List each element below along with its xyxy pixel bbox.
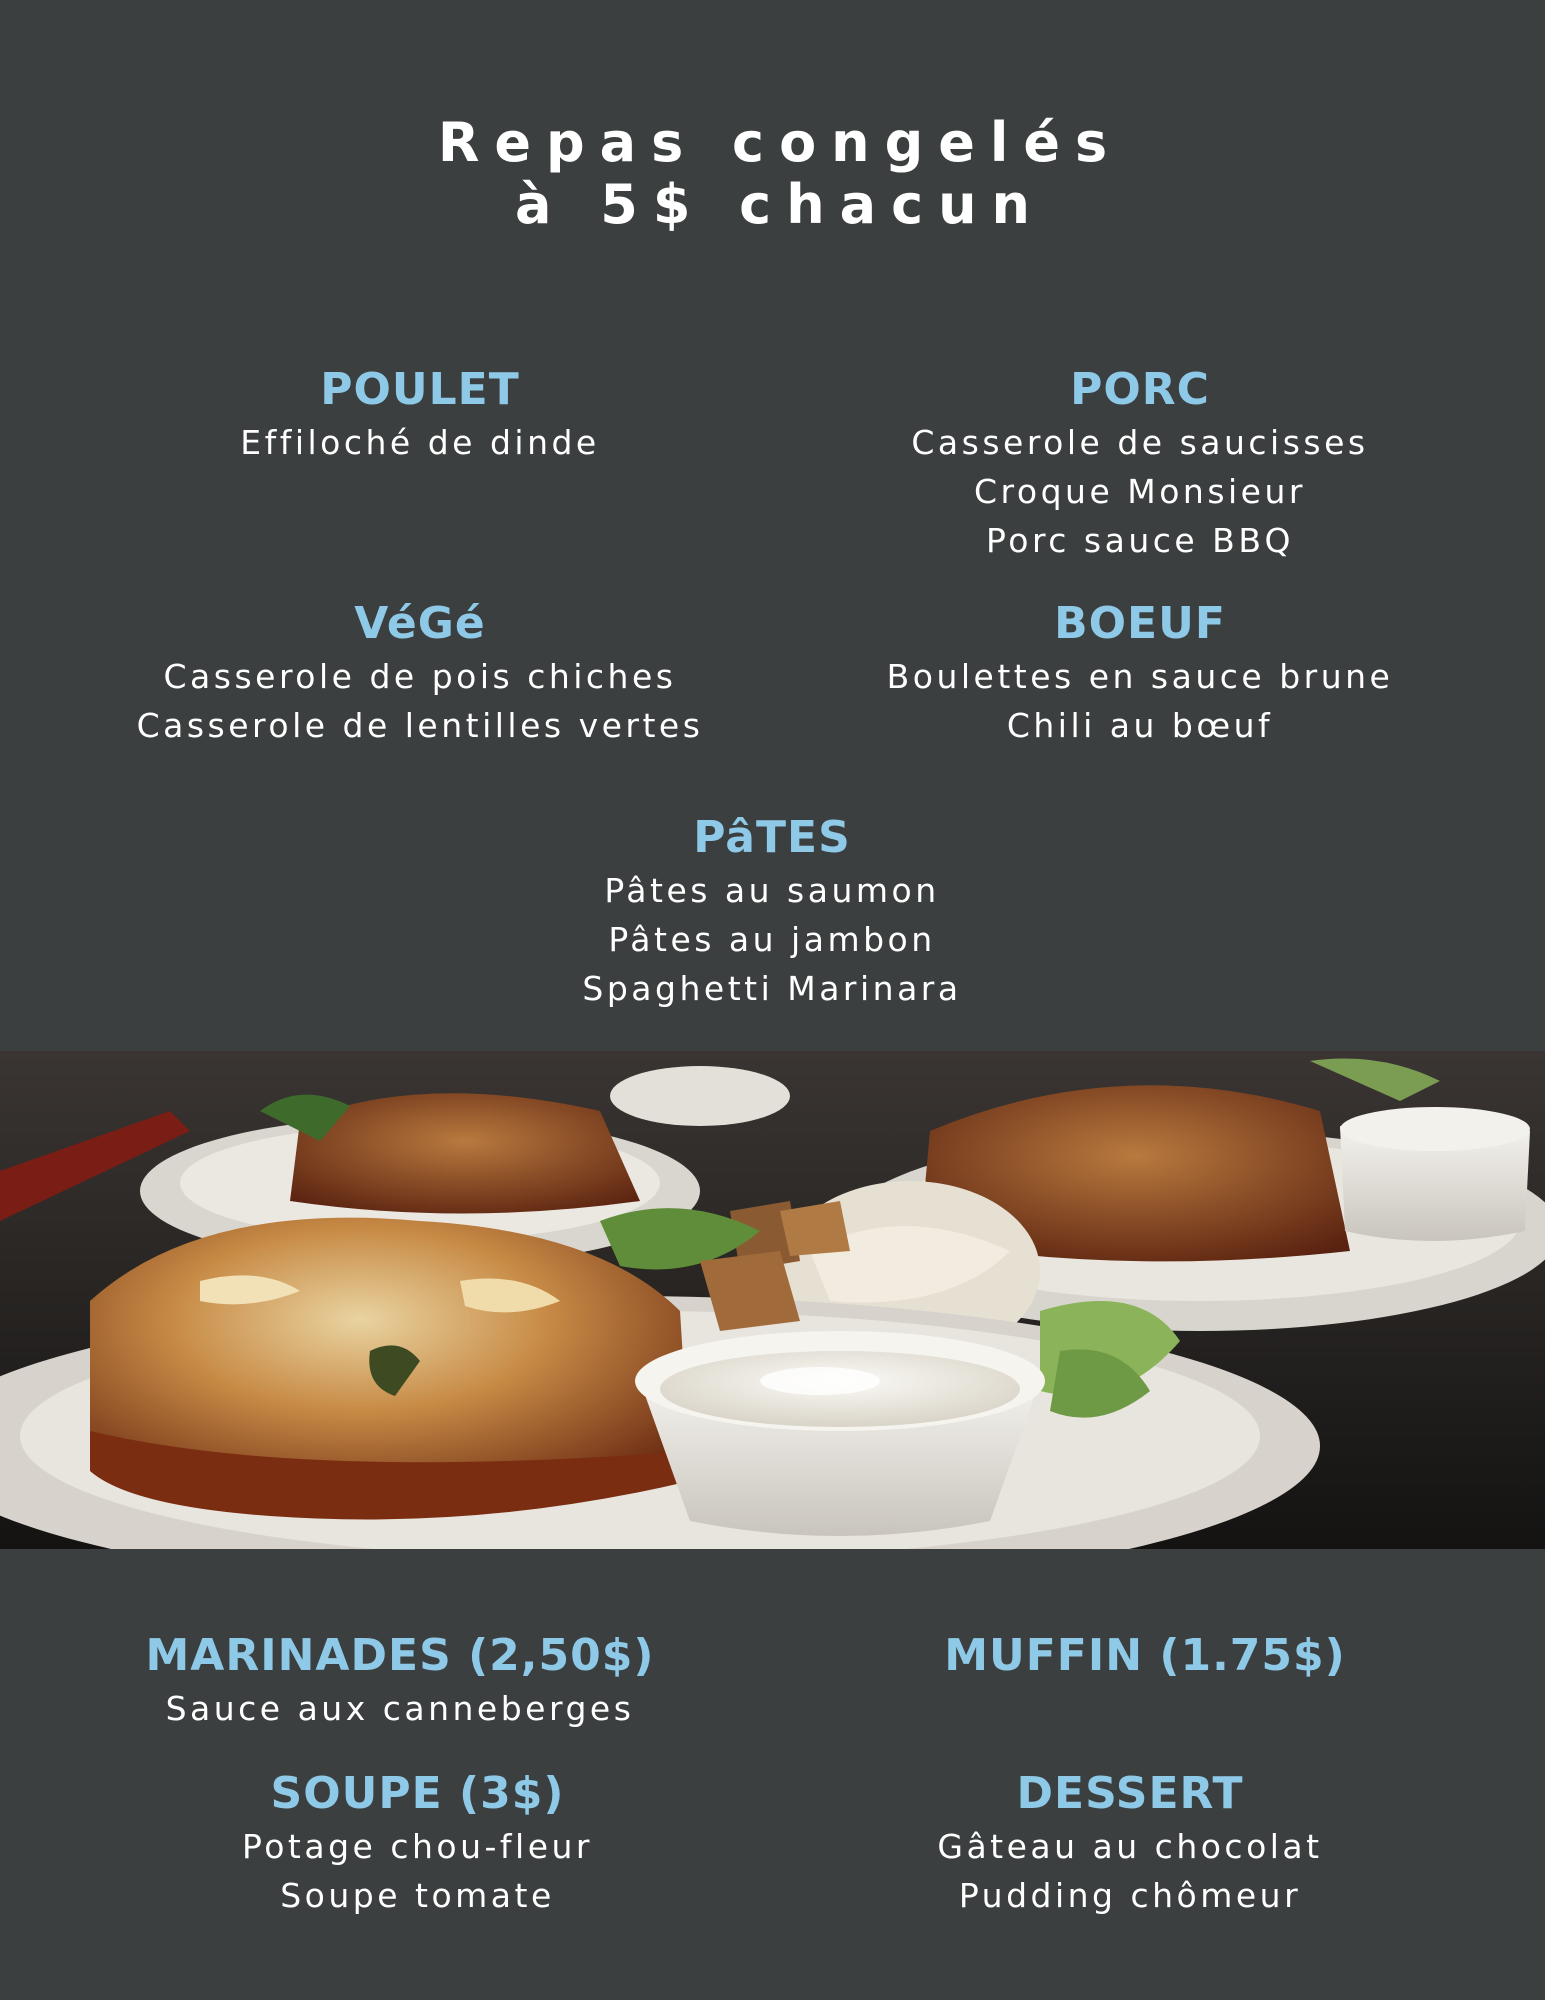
menu-item: Sauce aux canneberges: [165, 1689, 635, 1728]
section-poulet: [60, 362, 780, 467]
menu-item: Porc sauce BBQ: [986, 521, 1294, 560]
section-heading: MARINADES (2,50$): [145, 1630, 655, 1681]
section-pates: [372, 810, 1172, 1013]
menu-item: Soupe tomate: [280, 1876, 555, 1915]
section-soupe: [0, 1766, 835, 1920]
title-line-1: Repas congelés: [437, 111, 1123, 174]
section-heading: PORC: [1070, 364, 1210, 415]
menu-item: Pudding chômeur: [958, 1876, 1302, 1915]
section-dessert: [730, 1766, 1530, 1920]
section-heading: SOUPE (3$): [270, 1768, 565, 1819]
section-vege: [60, 596, 780, 750]
page-title: [0, 112, 1545, 236]
menu-item: Pâtes au jambon: [608, 920, 936, 959]
menu-item: Gâteau au chocolat: [937, 1827, 1323, 1866]
section-marinades: [0, 1628, 800, 1733]
section-heading: MUFFIN (1.75$): [944, 1630, 1346, 1681]
section-heading: PâTES: [693, 812, 851, 863]
menu-item: Casserole de saucisses: [911, 423, 1369, 462]
section-muffin: [745, 1628, 1545, 1684]
section-heading: VéGé: [354, 598, 486, 649]
menu-item: Casserole de pois chiches: [163, 657, 677, 696]
menu-item: Boulettes en sauce brune: [886, 657, 1394, 696]
section-heading: DESSERT: [1016, 1768, 1244, 1819]
section-boeuf: [780, 596, 1500, 750]
title-line-2: à 5$ chacun: [515, 173, 1045, 236]
menu-item: Croque Monsieur: [974, 472, 1306, 511]
section-heading: BOEUF: [1054, 598, 1226, 649]
food-photo: [0, 1051, 1545, 1549]
menu-item: Casserole de lentilles vertes: [136, 706, 704, 745]
lasagna-plate-illustration: [0, 1051, 1545, 1549]
section-heading: POULET: [320, 364, 520, 415]
section-porc: [780, 362, 1500, 565]
menu-item: Chili au bœuf: [1006, 706, 1274, 745]
menu-item: Effiloché de dinde: [240, 423, 600, 462]
menu-item: Spaghetti Marinara: [582, 969, 962, 1008]
menu-item: Pâtes au saumon: [604, 871, 940, 910]
menu-item: Potage chou-fleur: [242, 1827, 593, 1866]
